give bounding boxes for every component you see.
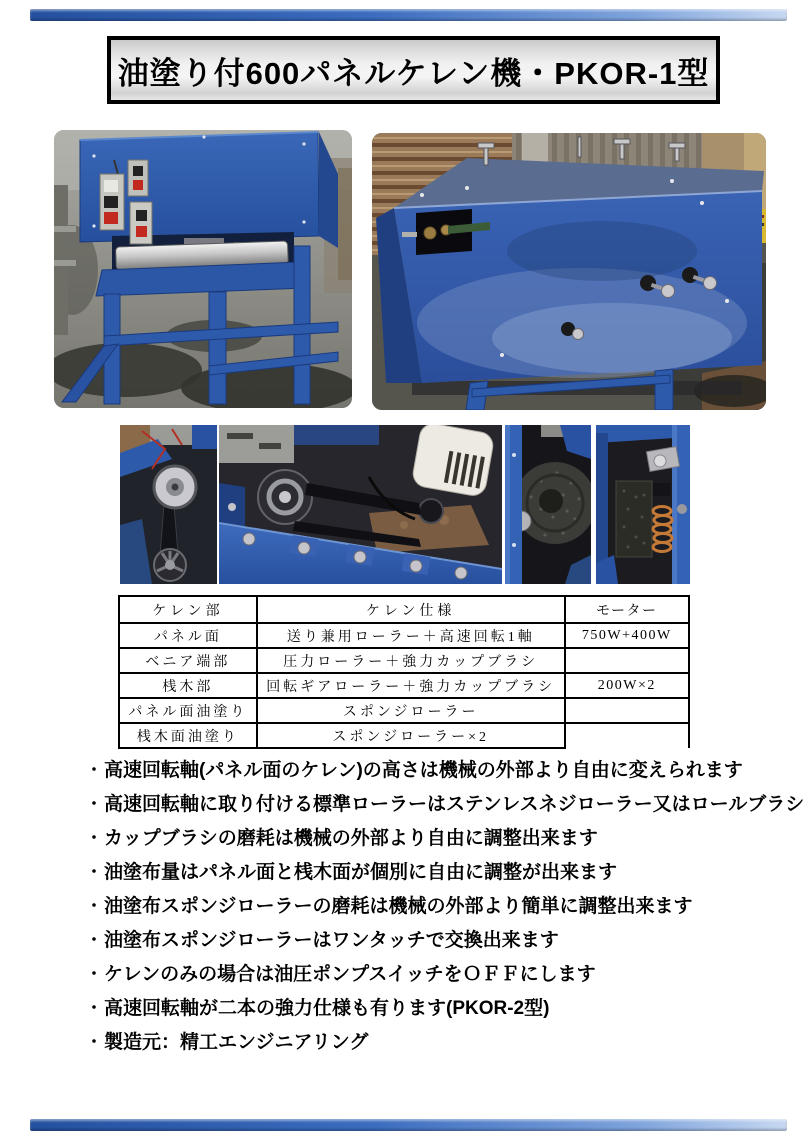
cell-spec: 回転ギアローラー＋強力カップブラシ	[257, 673, 565, 698]
cup-brush-spring-illustration	[596, 425, 690, 584]
motor-belt-illustration	[219, 425, 502, 584]
feature-item	[86, 893, 776, 927]
photo-machine-front-view	[54, 130, 352, 408]
feature-item	[86, 825, 776, 859]
bullet-marker: ・	[86, 966, 103, 983]
cell-part: 桟木面油塗り	[119, 723, 257, 748]
cell-part: パネル面油塗り	[119, 698, 257, 723]
feature-item	[86, 757, 776, 791]
feature-text: ケレンのみの場合は油圧ポンプスイッチをＯＦＦにします	[104, 964, 596, 985]
cell-spec: スポンジローラー×2	[257, 723, 565, 748]
bullet-marker: ・	[86, 898, 103, 915]
motor	[411, 425, 495, 498]
bullet-marker: ・	[86, 762, 103, 779]
photo-detail-pulley-drive	[120, 425, 217, 584]
feature-text: 高速回転軸(パネル面のケレン)の高さは機械の外部より自由に変えられます	[104, 760, 743, 781]
bullet-marker: ・	[86, 1000, 103, 1017]
cell-spec: 圧力ローラー＋強力カップブラシ	[257, 648, 565, 673]
spec-table-header-row	[119, 596, 689, 623]
feature-text: 製造元：精工エンジニアリング	[104, 1032, 369, 1053]
photo-machine-angle-view	[372, 133, 766, 410]
top-divider-bar	[30, 9, 787, 21]
spec-row-veneer-edge	[119, 648, 689, 673]
bullet-marker: ・	[86, 830, 103, 847]
bullet-marker: ・	[86, 932, 103, 949]
spec-row-crosspiece	[119, 673, 689, 698]
cell-motor	[565, 723, 689, 748]
feature-item	[86, 859, 776, 893]
feature-item	[86, 791, 805, 825]
cell-part: 桟木部	[119, 673, 257, 698]
cell-part: パネル面	[119, 623, 257, 648]
bullet-marker: ・	[86, 864, 103, 881]
feature-text: 油塗布スポンジローラーはワンタッチで交換出来ます	[104, 930, 559, 951]
cell-spec: 送り兼用ローラー＋高速回転1軸	[257, 623, 565, 648]
spec-table	[118, 595, 690, 749]
spec-header-part: ケレン部	[119, 596, 257, 623]
spec-row-panel-oiling	[119, 698, 689, 723]
feature-item	[86, 1029, 776, 1063]
title-banner	[107, 36, 720, 104]
feature-text: カップブラシの磨耗は機械の外部より自由に調整出来ます	[104, 828, 598, 849]
features-list	[86, 757, 805, 1063]
bullet-marker: ・	[86, 1034, 103, 1051]
pulley-drive-illustration	[120, 425, 217, 584]
spec-row-panel-face	[119, 623, 689, 648]
feature-text: 高速回転軸に取り付ける標準ローラーはステンレスネジローラー又はロールブラシ	[104, 794, 805, 815]
spec-header-spec: ケレン仕様	[257, 596, 565, 623]
feature-item	[86, 961, 776, 995]
bottom-divider-bar	[30, 1119, 787, 1131]
spec-header-motor: モーター	[565, 596, 689, 623]
machine-angle-view-illustration	[372, 133, 766, 410]
page-title: 油塗り付600パネルケレン機・PKOR-1型	[117, 55, 710, 91]
feature-text: 油塗布量はパネル面と桟木面が個別に自由に調整が出来ます	[104, 862, 618, 883]
wire-brush-wheel-illustration	[505, 425, 591, 584]
machine-front-view-illustration	[54, 130, 352, 408]
cell-motor	[565, 698, 689, 723]
cell-motor: 200W×2	[565, 673, 689, 698]
spec-row-crosspiece-oiling	[119, 723, 689, 748]
photo-detail-wire-brush-wheel	[505, 425, 591, 584]
bullet-marker: ・	[86, 796, 103, 813]
cell-part: ベニア端部	[119, 648, 257, 673]
cell-spec: スポンジローラー	[257, 698, 565, 723]
feature-item	[86, 995, 776, 1029]
photo-detail-motor-belt	[219, 425, 502, 584]
feature-text: 油塗布スポンジローラーの磨耗は機械の外部より簡単に調整出来ます	[104, 896, 693, 917]
feature-text: 高速回転軸が二本の強力仕様も有ります(PKOR-2型)	[104, 998, 550, 1019]
photo-detail-cup-brush-spring	[596, 425, 690, 584]
cell-motor: 750W+400W	[565, 623, 689, 648]
feature-item	[86, 927, 776, 961]
cell-motor	[565, 648, 689, 673]
